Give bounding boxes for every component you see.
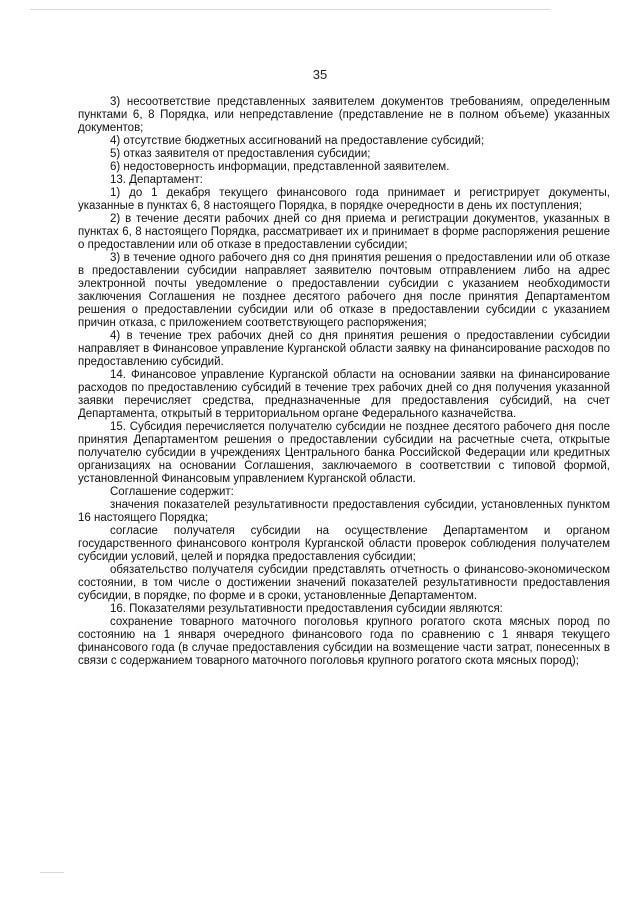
paragraph-agreement-obligation: обязательство получателя субсидии представлять отчетность о финансово-экономическом состоянии, в том числе о достижении значений показателей результативности предоставления субсидии, в порядке, по форме и в сроки, установленные Департаментом. <box>78 564 610 602</box>
paragraph-16-indicator: сохранение товарного маточного поголовья крупного рогатого скота мясных пород по состоянию на 1 января очередного финансового года по сравнению с 1 января текущего финансового года (в случае предоставления субсидии на возмещение части затрат, понесенных в связи с содержанием товарного маточного поголовья крупного рогатого скота мясных пород); <box>78 616 610 667</box>
paragraph-item-3: 3) несоответствие представленных заявителем документов требованиям, определенным пунктами 6, 8 Порядка, или непредставление (представление не в полном объеме) указанных документов; <box>78 96 610 134</box>
paragraph-section-14: 14. Финансовое управление Курганской области на основании заявки на финансирование расходов по предоставлению субсидий в течение трех рабочих дней со дня получения указанной заявки перечисляет средства, предназначенные для предоставления субсидий, на счет Департамента, открытый в территориальном органе Федерального казначейства. <box>78 369 610 420</box>
paragraph-13-3: 3) в течение одного рабочего дня со дня принятия решения о предоставлении или об отказе в предоставлении субсидии направляет заявителю почтовым отправлением либо на адрес электронной почты уведомление о предоставлении субсидии с указанием необходимости заключения Соглашения не позднее десятого рабочего дня после принятия Департаментом решения о предоставлении субсидии или об отказе в предоставлении субсидии с указанием причин отказа, с приложением соответствующего распоряжения; <box>78 252 610 329</box>
document-body <box>78 96 610 668</box>
paragraph-item-5: 5) отказ заявителя от предоставления субсидии; <box>110 148 371 160</box>
paragraph-13-4: 4) в течение трех рабочих дней со дня принятия решения о предоставлении субсидии направляет в Финансовое управление Курганской области заявку на финансирование расходов по предоставлению субсидий. <box>78 330 610 368</box>
scan-artifact-top <box>30 9 550 10</box>
paragraph-agreement-intro: Соглашение содержит: <box>110 486 234 498</box>
paragraph-section-15: 15. Субсидия перечисляется получателю субсидии не позднее десятого рабочего дня после принятия Департаментом решения о предоставлении субсидии на расчетные счета, открытые получателю субсидии в учреждениях Центрального банка Российской Федерации или кредитных организациях на основании Соглашения, заключаемого в соответствии с типовой формой, установленной Финансовым управлением Курганской области. <box>78 421 610 485</box>
paragraph-section-13: 13. Департамент: <box>110 174 203 186</box>
paragraph-item-6: 6) недостоверность информации, представленной заявителем. <box>110 161 450 173</box>
paragraph-agreement-values: значения показателей результативности предоставления субсидии, установленных пунктом 16 настоящего Порядка; <box>78 499 610 524</box>
page-number: 35 <box>312 67 328 82</box>
paragraph-item-4: 4) отсутствие бюджетных ассигнований на предоставление субсидий; <box>110 135 485 147</box>
paragraph-agreement-consent: согласие получателя субсидии на осуществление Департаментом и органом государственного финансового контроля Курганской области проверок соблюдения получателем субсидии условий, целей и порядка предоставления субсидии; <box>78 525 610 563</box>
paragraph-section-16: 16. Показателями результативности предоставления субсидии являются: <box>110 603 503 615</box>
paragraph-13-2: 2) в течение десяти рабочих дней со дня приема и регистрации документов, указанных в пунктах 6, 8 настоящего Порядка, рассматривает их и принимает в форме распоряжения решение о предоставлении или об отказе в предоставлении субсидии; <box>78 213 610 251</box>
scan-artifact-bottom <box>40 872 64 873</box>
paragraph-13-1: 1) до 1 декабря текущего финансового года принимает и регистрирует документы, указанные в пунктах 6, 8 настоящего Порядка, в порядке очередности в день их поступления; <box>78 187 610 212</box>
